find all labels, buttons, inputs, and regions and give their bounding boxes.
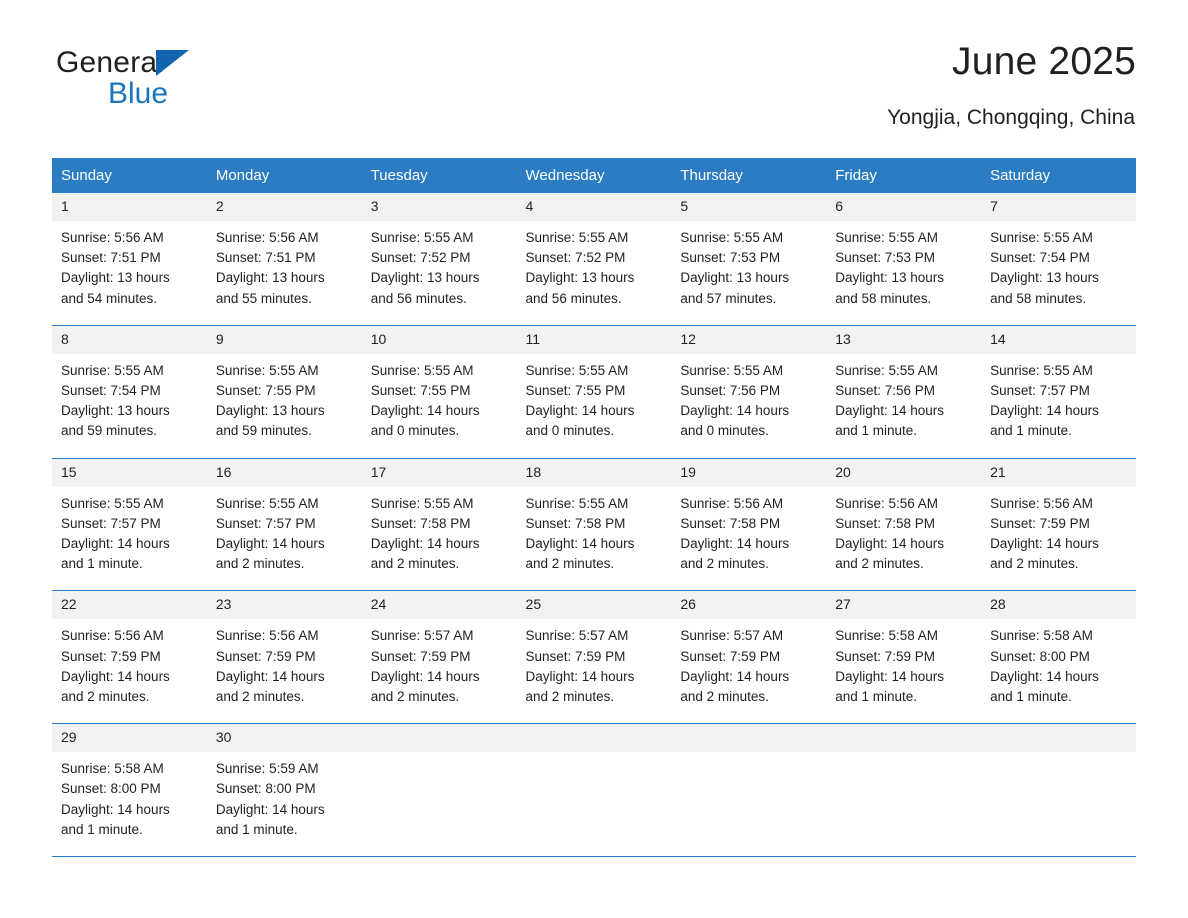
daylight-text-line1: Daylight: 14 hours <box>61 668 170 684</box>
generalblue-logo <box>56 48 168 109</box>
daylight-text-line2: and 1 minute. <box>61 821 143 837</box>
sunset-text: Sunset: 7:57 PM <box>215 515 316 531</box>
day-info <box>671 221 826 325</box>
sunset-text: Sunset: 7:57 PM <box>990 383 1090 399</box>
day-info <box>826 752 981 848</box>
calendar-day-cell[interactable] <box>981 458 1136 591</box>
sunset-text: Sunset: 7:55 PM <box>215 383 316 399</box>
sunrise-text: Sunrise: 5:55 AM <box>370 495 474 511</box>
day-number: 27 <box>826 591 981 619</box>
daylight-text-line2: and 1 minute. <box>990 689 1072 705</box>
sunrise-text: Sunrise: 5:57 AM <box>370 628 474 644</box>
sunset-text: Sunset: 7:59 PM <box>61 648 161 664</box>
calendar-day-cell-empty <box>981 724 1136 857</box>
calendar-day-cell[interactable] <box>826 458 981 591</box>
day-info <box>671 487 826 591</box>
sunset-text: Sunset: 7:56 PM <box>680 383 781 399</box>
sunset-text: Sunset: 7:51 PM <box>61 250 161 266</box>
daylight-text-line2: and 0 minutes. <box>370 423 460 439</box>
sunrise-text: Sunrise: 5:55 AM <box>525 362 629 378</box>
calendar-day-cell[interactable] <box>362 193 517 326</box>
calendar-header-row <box>52 158 1136 193</box>
sunset-text: Sunset: 7:58 PM <box>680 515 781 531</box>
sunrise-text: Sunrise: 5:55 AM <box>525 230 629 245</box>
day-info <box>52 354 207 458</box>
day-number: 13 <box>826 326 981 354</box>
day-number: 10 <box>362 326 517 354</box>
calendar-day-cell[interactable] <box>981 591 1136 724</box>
daylight-text-line2: and 2 minutes. <box>525 556 615 572</box>
sunrise-text: Sunrise: 5:56 AM <box>215 628 319 644</box>
daylight-text-line2: and 2 minutes. <box>61 689 150 705</box>
daylight-text-line1: Daylight: 13 hours <box>61 403 170 419</box>
sunrise-text: Sunrise: 5:55 AM <box>61 362 164 378</box>
day-info <box>981 354 1136 458</box>
daylight-text-line2: and 0 minutes. <box>525 423 615 439</box>
daylight-text-line2: and 2 minutes. <box>525 689 615 705</box>
sunrise-text: Sunrise: 5:55 AM <box>680 230 784 245</box>
calendar-day-cell[interactable] <box>826 193 981 326</box>
day-number <box>517 724 672 752</box>
sunset-text: Sunset: 7:59 PM <box>680 648 781 664</box>
daylight-text-line1: Daylight: 13 hours <box>835 270 945 286</box>
calendar-day-cell[interactable] <box>362 591 517 724</box>
daylight-text-line2: and 2 minutes. <box>370 689 460 705</box>
sunrise-text: Sunrise: 5:55 AM <box>215 495 319 511</box>
weekday-header-thursday: Thursday <box>671 158 826 193</box>
day-number <box>362 724 517 752</box>
calendar-week-row <box>52 193 1136 326</box>
sunrise-text: Sunrise: 5:55 AM <box>835 230 939 245</box>
daylight-text-line1: Daylight: 13 hours <box>215 403 325 419</box>
weekday-header-sunday: Sunday <box>52 158 207 193</box>
daylight-text-line2: and 1 minute. <box>61 556 143 572</box>
day-number: 19 <box>671 459 826 487</box>
day-number: 3 <box>362 193 517 221</box>
daylight-text-line1: Daylight: 14 hours <box>680 668 790 684</box>
daylight-text-line1: Daylight: 13 hours <box>680 270 790 286</box>
day-number: 18 <box>517 459 672 487</box>
day-info <box>517 487 672 591</box>
daylight-text-line1: Daylight: 14 hours <box>525 536 635 552</box>
day-info <box>362 752 517 848</box>
day-info <box>207 487 362 591</box>
day-number: 15 <box>52 459 207 487</box>
page-subtitle-location: Yongjia, Chongqing, China <box>887 106 1135 129</box>
daylight-text-line1: Daylight: 14 hours <box>215 536 325 552</box>
day-number: 1 <box>52 193 207 221</box>
day-info <box>207 752 362 856</box>
calendar-day-cell[interactable] <box>362 325 517 458</box>
calendar-day-cell[interactable] <box>52 724 207 857</box>
day-number: 7 <box>981 193 1136 221</box>
daylight-text-line2: and 2 minutes. <box>370 556 460 572</box>
day-number: 20 <box>826 459 981 487</box>
daylight-text-line1: Daylight: 14 hours <box>835 668 945 684</box>
day-info <box>207 354 362 458</box>
sunset-text: Sunset: 8:00 PM <box>61 781 161 797</box>
daylight-text-line1: Daylight: 14 hours <box>990 403 1099 419</box>
calendar-day-cell[interactable] <box>52 325 207 458</box>
daylight-text-line2: and 55 minutes. <box>215 290 312 306</box>
day-number <box>826 724 981 752</box>
daylight-text-line1: Daylight: 14 hours <box>525 403 635 419</box>
daylight-text-line2: and 56 minutes. <box>370 290 467 306</box>
calendar-day-cell[interactable] <box>52 458 207 591</box>
calendar-day-cell[interactable] <box>207 591 362 724</box>
calendar-day-cell[interactable] <box>207 458 362 591</box>
day-info <box>826 221 981 325</box>
day-number: 17 <box>362 459 517 487</box>
daylight-text-line1: Daylight: 14 hours <box>990 668 1099 684</box>
calendar-day-cell[interactable] <box>671 193 826 326</box>
day-number: 5 <box>671 193 826 221</box>
daylight-text-line2: and 59 minutes. <box>215 423 312 439</box>
day-info <box>826 487 981 591</box>
day-info <box>52 752 207 856</box>
daylight-text-line1: Daylight: 14 hours <box>370 536 480 552</box>
day-info <box>362 354 517 458</box>
daylight-text-line1: Daylight: 14 hours <box>61 536 170 552</box>
day-number <box>671 724 826 752</box>
day-info <box>52 221 207 325</box>
day-info <box>826 619 981 723</box>
sunrise-text: Sunrise: 5:56 AM <box>61 230 164 245</box>
calendar-day-cell[interactable] <box>52 193 207 326</box>
daylight-text-line1: Daylight: 14 hours <box>835 403 945 419</box>
sunset-text: Sunset: 7:53 PM <box>680 250 781 266</box>
daylight-text-line1: Daylight: 13 hours <box>215 270 325 286</box>
calendar-day-cell[interactable] <box>207 193 362 326</box>
daylight-text-line2: and 2 minutes. <box>680 689 769 705</box>
sunset-text: Sunset: 7:51 PM <box>215 250 316 266</box>
day-info <box>207 221 362 325</box>
daylight-text-line1: Daylight: 14 hours <box>215 801 325 817</box>
day-number: 26 <box>671 591 826 619</box>
sunrise-text: Sunrise: 5:55 AM <box>525 495 629 511</box>
calendar-day-cell[interactable] <box>826 591 981 724</box>
sunrise-text: Sunrise: 5:56 AM <box>215 230 319 245</box>
day-info <box>981 487 1136 591</box>
day-number: 14 <box>981 326 1136 354</box>
sunset-text: Sunset: 7:59 PM <box>835 648 936 664</box>
day-number: 29 <box>52 724 207 752</box>
sunrise-text: Sunrise: 5:56 AM <box>990 495 1093 511</box>
day-info <box>517 619 672 723</box>
day-info <box>52 619 207 723</box>
calendar-day-cell[interactable] <box>517 591 672 724</box>
calendar-week-row <box>52 458 1136 591</box>
daylight-text-line1: Daylight: 13 hours <box>990 270 1099 286</box>
daylight-text-line1: Daylight: 14 hours <box>370 668 480 684</box>
day-number: 28 <box>981 591 1136 619</box>
daylight-text-line2: and 1 minute. <box>215 821 298 837</box>
calendar-day-cell[interactable] <box>517 193 672 326</box>
daylight-text-line1: Daylight: 14 hours <box>680 536 790 552</box>
daylight-text-line2: and 2 minutes. <box>215 556 305 572</box>
page-title: June 2025 <box>952 40 1136 83</box>
sunrise-text: Sunrise: 5:55 AM <box>215 362 319 378</box>
sunrise-text: Sunrise: 5:56 AM <box>680 495 784 511</box>
daylight-text-line2: and 1 minute. <box>835 689 918 705</box>
calendar-day-cell-empty <box>671 724 826 857</box>
day-number: 9 <box>207 326 362 354</box>
day-info <box>671 354 826 458</box>
sunrise-text: Sunrise: 5:58 AM <box>61 761 164 777</box>
sunset-text: Sunset: 7:55 PM <box>525 383 626 399</box>
sunrise-text: Sunrise: 5:57 AM <box>525 628 629 644</box>
day-info <box>981 221 1136 325</box>
logo-text-blue: Blue <box>108 77 169 110</box>
sunrise-text: Sunrise: 5:56 AM <box>835 495 939 511</box>
daylight-text-line1: Daylight: 14 hours <box>990 536 1099 552</box>
daylight-text-line2: and 58 minutes. <box>835 290 932 306</box>
sunset-text: Sunset: 8:00 PM <box>990 648 1090 664</box>
daylight-text-line2: and 2 minutes. <box>680 556 769 572</box>
day-info <box>362 221 517 325</box>
daylight-text-line1: Daylight: 13 hours <box>61 270 170 286</box>
calendar-table <box>52 158 1136 857</box>
day-number: 21 <box>981 459 1136 487</box>
sunset-text: Sunset: 7:59 PM <box>370 648 471 664</box>
day-info <box>671 752 826 848</box>
daylight-text-line2: and 57 minutes. <box>680 290 777 306</box>
daylight-text-line2: and 1 minute. <box>990 423 1072 439</box>
calendar-day-cell[interactable] <box>517 458 672 591</box>
daylight-text-line1: Daylight: 14 hours <box>680 403 790 419</box>
day-info <box>517 221 672 325</box>
weekday-header-monday: Monday <box>207 158 362 193</box>
weekday-header-tuesday: Tuesday <box>362 158 517 193</box>
sunrise-text: Sunrise: 5:58 AM <box>835 628 939 644</box>
page-header <box>52 0 1136 129</box>
day-info <box>52 487 207 591</box>
sunrise-text: Sunrise: 5:58 AM <box>990 628 1093 644</box>
daylight-text-line1: Daylight: 13 hours <box>370 270 480 286</box>
daylight-text-line2: and 2 minutes. <box>835 556 924 572</box>
day-number: 16 <box>207 459 362 487</box>
daylight-text-line2: and 2 minutes. <box>990 556 1079 572</box>
day-info <box>517 752 672 848</box>
sunset-text: Sunset: 7:55 PM <box>370 383 471 399</box>
weekday-header-friday: Friday <box>826 158 981 193</box>
daylight-text-line1: Daylight: 14 hours <box>61 801 170 817</box>
day-number: 22 <box>52 591 207 619</box>
sunrise-text: Sunrise: 5:55 AM <box>370 362 474 378</box>
sunset-text: Sunset: 7:57 PM <box>61 515 161 531</box>
sunrise-text: Sunrise: 5:55 AM <box>680 362 784 378</box>
day-number <box>981 724 1136 752</box>
day-number: 23 <box>207 591 362 619</box>
daylight-text-line1: Daylight: 14 hours <box>835 536 945 552</box>
sunset-text: Sunset: 7:59 PM <box>525 648 626 664</box>
sunset-text: Sunset: 7:58 PM <box>370 515 471 531</box>
sunrise-text: Sunrise: 5:59 AM <box>215 761 319 777</box>
sunset-text: Sunset: 7:52 PM <box>370 250 471 266</box>
day-number: 4 <box>517 193 672 221</box>
day-number: 2 <box>207 193 362 221</box>
calendar-day-cell[interactable] <box>981 325 1136 458</box>
calendar-day-cell[interactable] <box>671 325 826 458</box>
day-info <box>362 487 517 591</box>
sunset-text: Sunset: 7:54 PM <box>61 383 161 399</box>
daylight-text-line2: and 59 minutes. <box>61 423 158 439</box>
sunrise-text: Sunrise: 5:55 AM <box>990 230 1093 245</box>
calendar-day-cell-empty <box>517 724 672 857</box>
calendar-day-cell[interactable] <box>52 591 207 724</box>
daylight-text-line2: and 56 minutes. <box>525 290 622 306</box>
calendar-day-cell[interactable] <box>362 458 517 591</box>
sunset-text: Sunset: 7:59 PM <box>215 648 316 664</box>
sunrise-text: Sunrise: 5:55 AM <box>990 362 1093 378</box>
logo-text-general: General <box>56 46 165 79</box>
logo-triangle-icon <box>156 50 189 76</box>
daylight-text-line2: and 54 minutes. <box>61 290 158 306</box>
sunset-text: Sunset: 8:00 PM <box>215 781 316 797</box>
sunrise-text: Sunrise: 5:55 AM <box>835 362 939 378</box>
sunset-text: Sunset: 7:58 PM <box>835 515 936 531</box>
day-info <box>826 354 981 458</box>
day-number: 25 <box>517 591 672 619</box>
day-info <box>517 354 672 458</box>
daylight-text-line2: and 0 minutes. <box>680 423 769 439</box>
sunrise-text: Sunrise: 5:55 AM <box>370 230 474 245</box>
sunset-text: Sunset: 7:58 PM <box>525 515 626 531</box>
sunset-text: Sunset: 7:54 PM <box>990 250 1090 266</box>
calendar-day-cell[interactable] <box>981 193 1136 326</box>
sunset-text: Sunset: 7:56 PM <box>835 383 936 399</box>
sunset-text: Sunset: 7:52 PM <box>525 250 626 266</box>
day-number: 11 <box>517 326 672 354</box>
sunset-text: Sunset: 7:53 PM <box>835 250 936 266</box>
sunrise-text: Sunrise: 5:57 AM <box>680 628 784 644</box>
calendar-day-cell[interactable] <box>671 458 826 591</box>
daylight-text-line1: Daylight: 14 hours <box>525 668 635 684</box>
calendar-day-cell[interactable] <box>207 325 362 458</box>
daylight-text-line1: Daylight: 14 hours <box>215 668 325 684</box>
daylight-text-line1: Daylight: 13 hours <box>525 270 635 286</box>
calendar-week-row <box>52 591 1136 724</box>
calendar-day-cell-empty <box>826 724 981 857</box>
day-number: 30 <box>207 724 362 752</box>
weekday-header-saturday: Saturday <box>981 158 1136 193</box>
day-info <box>362 619 517 723</box>
day-info <box>981 752 1136 848</box>
day-info <box>981 619 1136 723</box>
calendar-week-row <box>52 724 1136 857</box>
calendar-day-cell[interactable] <box>517 325 672 458</box>
sunrise-text: Sunrise: 5:56 AM <box>61 628 164 644</box>
calendar-day-cell-empty <box>362 724 517 857</box>
weekday-header-wednesday: Wednesday <box>517 158 672 193</box>
day-number: 24 <box>362 591 517 619</box>
calendar-week-row <box>52 325 1136 458</box>
daylight-text-line1: Daylight: 14 hours <box>370 403 480 419</box>
daylight-text-line2: and 1 minute. <box>835 423 918 439</box>
day-info <box>207 619 362 723</box>
sunrise-text: Sunrise: 5:55 AM <box>61 495 164 511</box>
calendar-day-cell[interactable] <box>826 325 981 458</box>
daylight-text-line2: and 58 minutes. <box>990 290 1087 306</box>
day-number: 12 <box>671 326 826 354</box>
calendar-day-cell[interactable] <box>207 724 362 857</box>
day-number: 6 <box>826 193 981 221</box>
day-info <box>671 619 826 723</box>
daylight-text-line2: and 2 minutes. <box>215 689 305 705</box>
calendar-day-cell[interactable] <box>671 591 826 724</box>
sunset-text: Sunset: 7:59 PM <box>990 515 1090 531</box>
day-number: 8 <box>52 326 207 354</box>
